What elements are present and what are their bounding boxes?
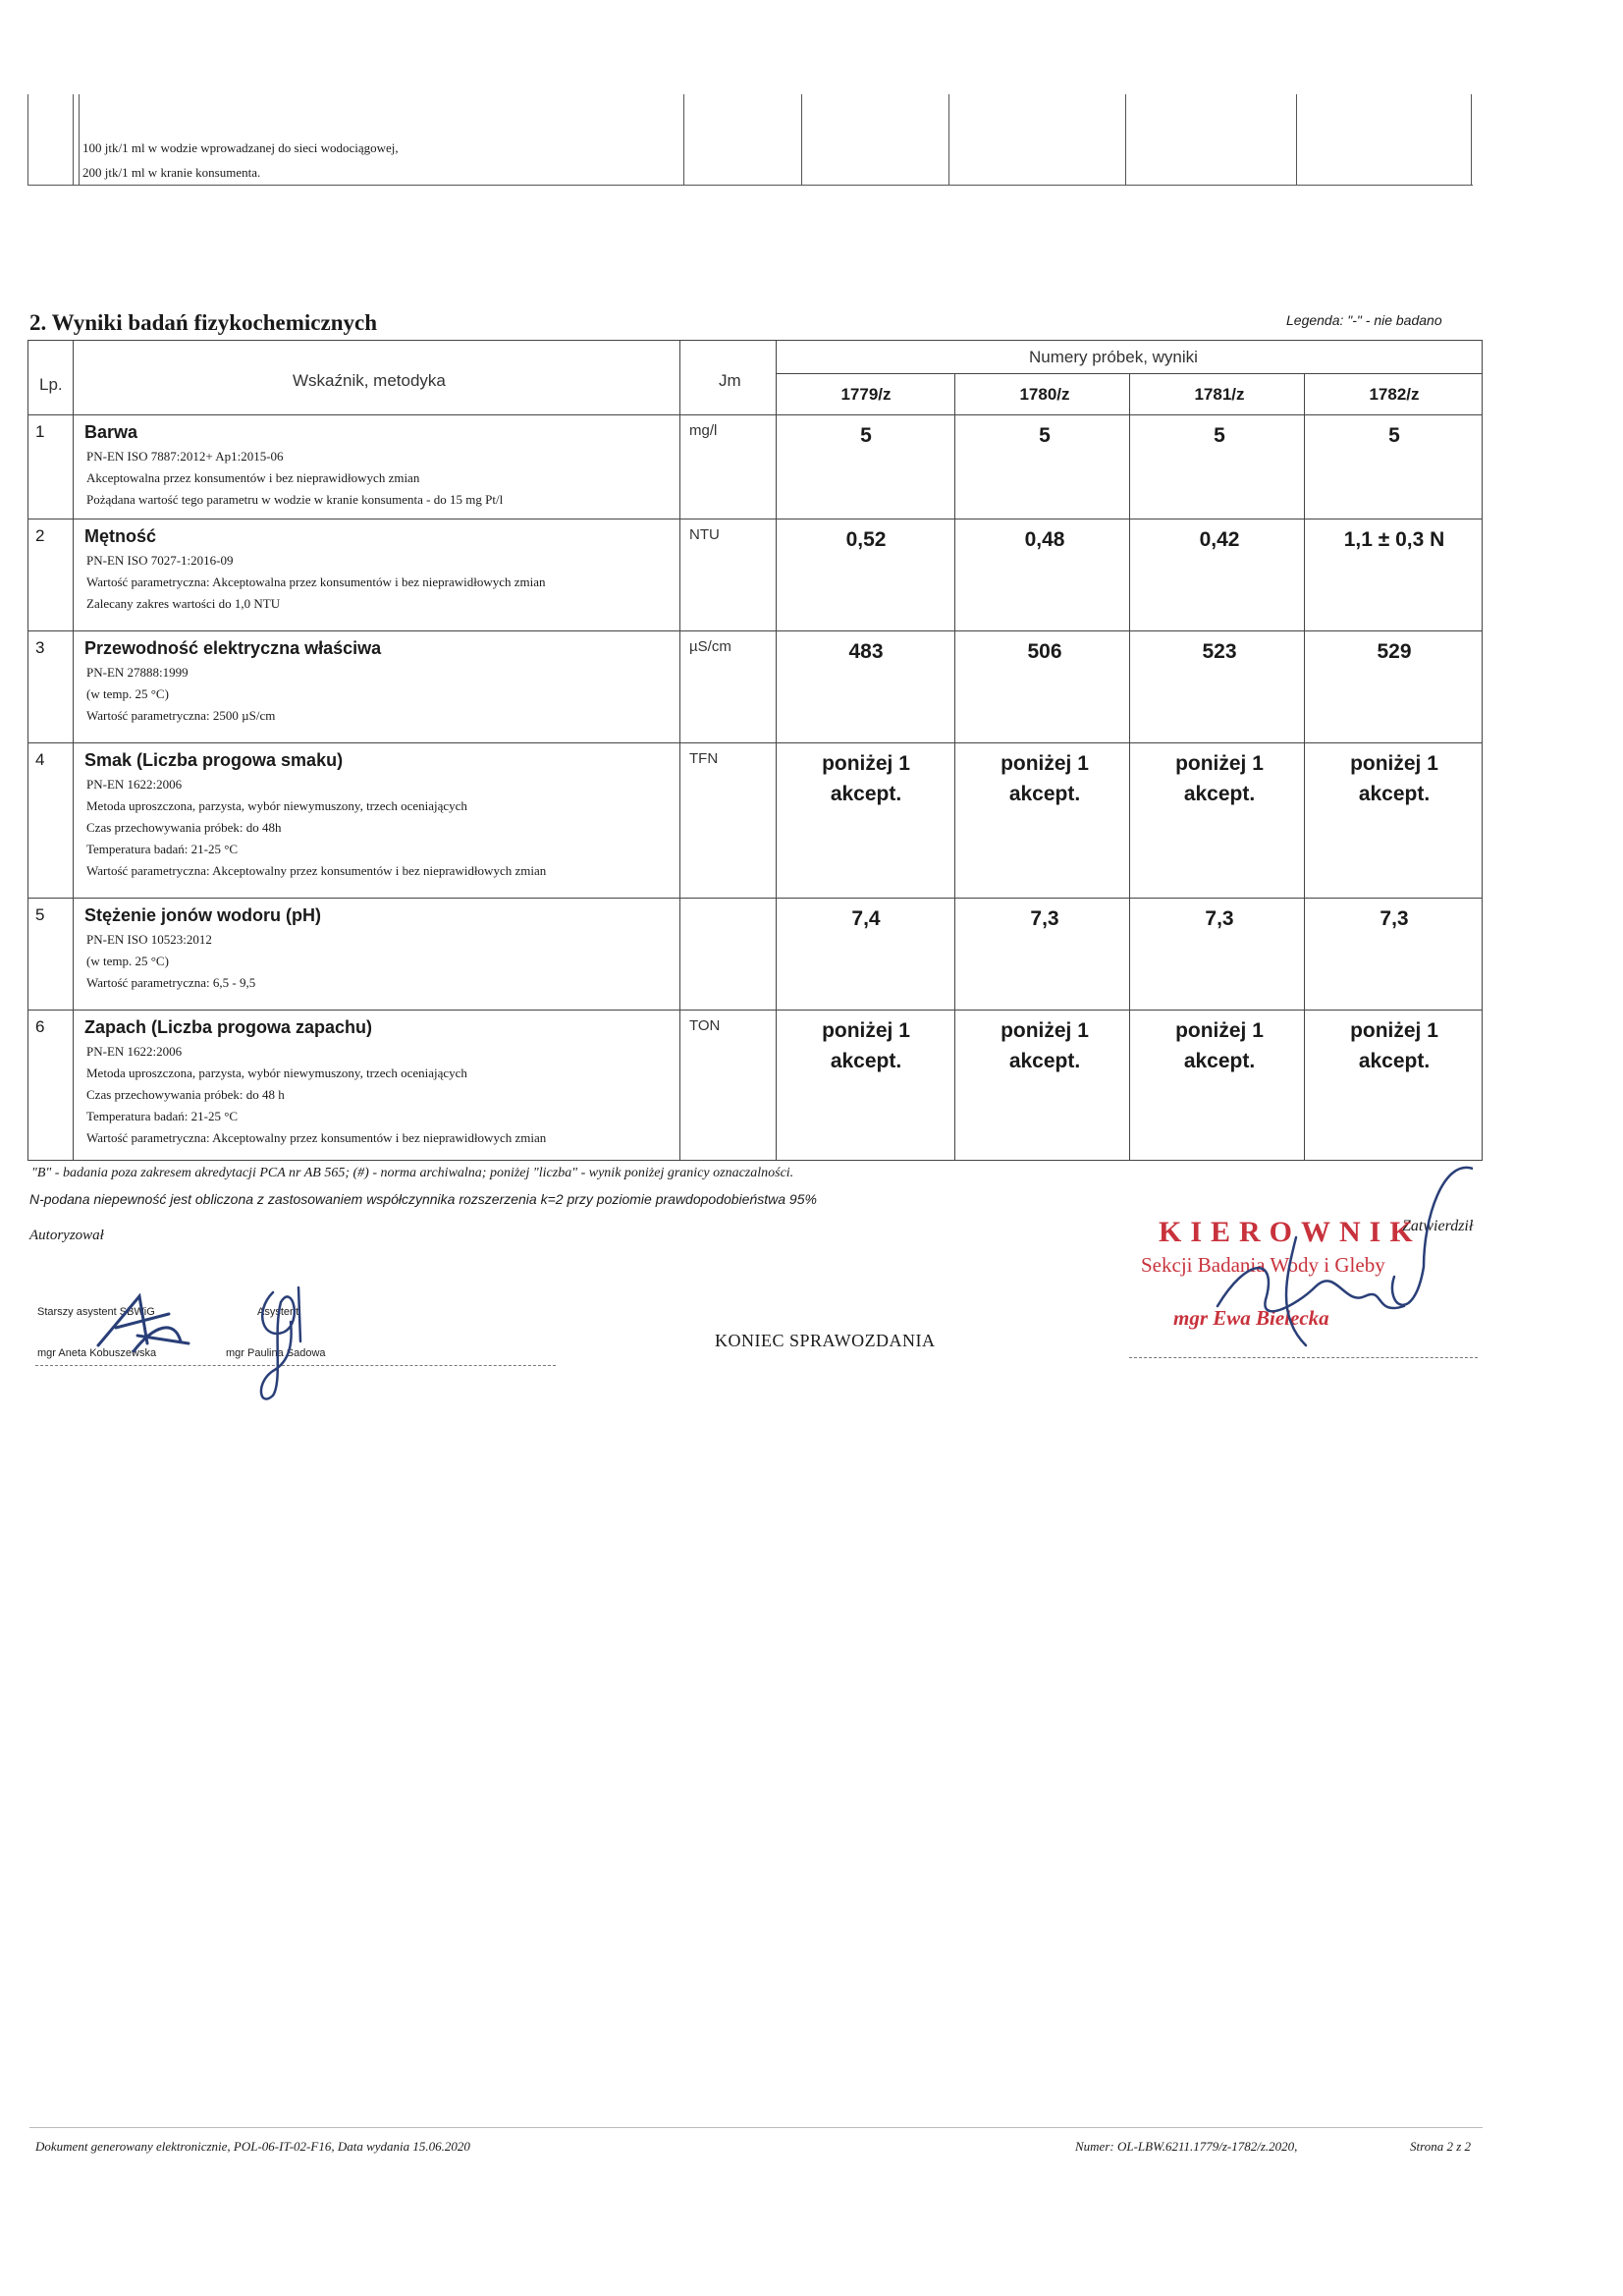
result-line: akcept.	[830, 783, 902, 805]
method-line: (w temp. 25 °C)	[86, 954, 169, 968]
indicator-name: Mętność	[84, 526, 157, 546]
method-line: PN-EN 1622:2006	[86, 1044, 183, 1059]
row-number: 2	[35, 526, 45, 545]
signature-line	[1129, 1357, 1478, 1358]
sample-header: 1779/z	[840, 385, 892, 404]
result-line: poniżej 1	[822, 1019, 910, 1042]
method-line: PN-EN ISO 7887:2012+ Ap1:2015-06	[86, 449, 284, 464]
result-line: 5	[1039, 424, 1051, 447]
method-line: Wartość parametryczna: 6,5 - 9,5	[86, 975, 256, 990]
result-value	[1308, 420, 1481, 451]
result-value	[1308, 1015, 1481, 1076]
footer-report-number: Numer: OL-LBW.6211.1779/z-1782/z.2020,	[1075, 2139, 1298, 2154]
result-line: poniżej 1	[1175, 752, 1264, 775]
method-line: Wartość parametryczna: Akceptowalny przez konsumentów i bez nieprawidłowych zmian	[86, 1130, 547, 1145]
footer-document-info: Dokument generowany elektronicznie, POL-06-IT-02-F16, Data wydania 15.06.2020	[35, 2139, 470, 2154]
result-line: 7,3	[1380, 907, 1409, 930]
result-line: 529	[1377, 640, 1412, 663]
legend: Legenda: "-" - nie badano	[1286, 312, 1442, 328]
sample-header: 1782/z	[1369, 385, 1420, 404]
approved-label: Zatwierdził	[1402, 1218, 1474, 1234]
signature-kobuszewska	[79, 1285, 206, 1363]
method-line: Wartość parametryczna: Akceptowalny przez konsumentów i bez nieprawidłowych zmian	[86, 863, 547, 878]
result-line: 523	[1202, 640, 1237, 663]
result-value	[1308, 524, 1481, 555]
top-note-line: 200 jtk/1 ml w kranie konsumenta.	[82, 165, 261, 180]
unit-cell: mg/l	[689, 422, 718, 439]
result-line: akcept.	[1008, 783, 1081, 805]
unit-cell: µS/cm	[689, 638, 731, 655]
footnote-uncertainty: N-podana niepewność jest obliczona z zastosowaniem współczynnika rozszerzenia k=2 przy poziomie prawdopodobieństwa 95%	[29, 1191, 817, 1207]
method-line: Temperatura badań: 21-25 °C	[86, 1109, 239, 1123]
row-number: 1	[35, 422, 45, 441]
indicator-method	[86, 662, 275, 727]
method-line: Metoda uproszczona, parzysta, wybór niewymuszony, trzech oceniających	[86, 1066, 467, 1080]
row-number: 5	[35, 905, 45, 924]
result-value	[780, 1015, 952, 1076]
result-value	[958, 524, 1131, 555]
result-value	[780, 748, 952, 809]
result-line: 5	[1388, 424, 1400, 447]
result-line: 5	[1214, 424, 1225, 447]
result-line: 5	[860, 424, 872, 447]
result-line: poniżej 1	[1350, 1019, 1438, 1042]
result-line: 0,52	[845, 528, 887, 551]
indicator-name: Zapach (Liczba progowa zapachu)	[84, 1017, 373, 1037]
method-line: Metoda uproszczona, parzysta, wybór niewymuszony, trzech oceniających	[86, 798, 467, 813]
indicator-method	[86, 929, 255, 994]
result-line: akcept.	[830, 1050, 902, 1072]
top-note-line: 100 jtk/1 ml w wodzie wprowadzanej do sieci wodociągowej,	[82, 140, 399, 155]
result-line: 506	[1027, 640, 1062, 663]
stamp-section: Sekcji Badania Wody i Gleby	[1141, 1253, 1385, 1277]
result-line: 7,3	[1030, 907, 1059, 930]
row-number: 6	[35, 1017, 45, 1036]
assistant-name: mgr Paulina Sadowa	[226, 1347, 326, 1359]
indicator-name: Przewodność elektryczna właściwa	[84, 638, 382, 658]
method-line: PN-EN ISO 7027-1:2016-09	[86, 553, 234, 568]
result-value	[1308, 636, 1481, 667]
stamp-title: KIEROWNIK	[1159, 1216, 1422, 1248]
signature-bielecka	[1178, 1159, 1473, 1355]
authorized-label: Autoryzował	[29, 1228, 104, 1243]
results-table	[27, 340, 1483, 1160]
indicator-method	[86, 550, 546, 615]
method-line: Pożądana wartość tego parametru w wodzie w kranie konsumenta - do 15 mg Pt/l	[86, 492, 504, 507]
result-line: poniżej 1	[1001, 1019, 1089, 1042]
result-line: akcept.	[1183, 783, 1256, 805]
indicator-name: Barwa	[84, 422, 138, 442]
result-value	[958, 903, 1131, 934]
result-value	[1133, 420, 1306, 451]
indicator-method	[86, 446, 503, 511]
result-value	[780, 420, 952, 451]
method-line: Czas przechowywania próbek: do 48h	[86, 820, 282, 835]
header-samples: Numery próbek, wyniki	[1029, 348, 1198, 366]
row-number: 3	[35, 638, 45, 657]
footer-page-number: Strona 2 z 2	[1410, 2139, 1471, 2154]
result-value	[780, 524, 952, 555]
result-line: poniżej 1	[822, 752, 910, 775]
result-line: poniżej 1	[1175, 1019, 1264, 1042]
result-line: poniżej 1	[1350, 752, 1438, 775]
result-value	[958, 1015, 1131, 1076]
result-value	[1308, 903, 1481, 934]
footer-divider	[29, 2127, 1483, 2128]
result-value	[780, 903, 952, 934]
method-line: Akceptowalna przez konsumentów i bez nieprawidłowych zmian	[86, 470, 420, 485]
unit-cell: NTU	[689, 526, 720, 543]
result-line: 0,48	[1024, 528, 1065, 551]
result-value	[780, 636, 952, 667]
result-line: 483	[848, 640, 884, 663]
method-line: PN-EN ISO 10523:2012	[86, 932, 212, 947]
result-line: akcept.	[1183, 1050, 1256, 1072]
result-value	[1308, 748, 1481, 809]
header-lp: Lp.	[39, 375, 63, 394]
result-value	[1133, 748, 1306, 809]
method-line: Wartość parametryczna: 2500 µS/cm	[86, 708, 276, 723]
indicator-method	[86, 774, 546, 882]
result-line: akcept.	[1008, 1050, 1081, 1072]
footnote-accreditation: "B" - badania poza zakresem akredytacji PCA nr AB 565; (#) - norma archiwalna; poniżej "liczba" - wynik poniżej granicy oznaczalności.	[31, 1166, 794, 1180]
sample-header: 1781/z	[1194, 385, 1245, 404]
method-line: Temperatura badań: 21-25 °C	[86, 842, 239, 856]
unit-cell: TON	[689, 1017, 721, 1034]
result-line: akcept.	[1358, 783, 1431, 805]
header-indicator: Wskaźnik, metodyka	[293, 371, 446, 390]
result-value	[1133, 524, 1306, 555]
method-line: Wartość parametryczna: Akceptowalna przez konsumentów i bez nieprawidłowych zmian	[86, 574, 546, 589]
indicator-name: Stężenie jonów wodoru (pH)	[84, 905, 321, 925]
assistant-title: Asystent	[257, 1306, 299, 1318]
method-line: PN-EN 1622:2006	[86, 777, 183, 792]
senior-assistant-title: Starszy asystent SBWiG	[37, 1306, 155, 1318]
result-line: 7,4	[851, 907, 881, 930]
method-line: PN-EN 27888:1999	[86, 665, 189, 680]
top-note	[82, 136, 399, 185]
indicator-method	[86, 1041, 546, 1149]
result-value	[958, 748, 1131, 809]
indicator-name: Smak (Liczba progowa smaku)	[84, 750, 344, 770]
row-number: 4	[35, 750, 45, 769]
stamp-name: mgr Ewa Bielecka	[1173, 1306, 1329, 1330]
method-line: Zalecany zakres wartości do 1,0 NTU	[86, 596, 281, 611]
header-unit: Jm	[719, 371, 741, 390]
signature-sadowa	[234, 1273, 342, 1410]
result-line: poniżej 1	[1001, 752, 1089, 775]
result-line: 1,1 ± 0,3 N	[1343, 528, 1445, 551]
end-of-report: KONIEC SPRAWOZDANIA	[715, 1331, 936, 1350]
result-line: 0,42	[1199, 528, 1240, 551]
sample-header: 1780/z	[1019, 385, 1070, 404]
method-line: Czas przechowywania próbek: do 48 h	[86, 1087, 285, 1102]
result-value	[958, 636, 1131, 667]
result-value	[1133, 636, 1306, 667]
method-line: (w temp. 25 °C)	[86, 686, 169, 701]
unit-cell: TFN	[689, 750, 719, 767]
result-value	[1133, 903, 1306, 934]
result-value	[958, 420, 1131, 451]
senior-assistant-name: mgr Aneta Kobuszewska	[37, 1347, 157, 1359]
result-value	[1133, 1015, 1306, 1076]
result-line: 7,3	[1205, 907, 1234, 930]
result-line: akcept.	[1358, 1050, 1431, 1072]
section-title: 2. Wyniki badań fizykochemicznych	[29, 310, 377, 335]
